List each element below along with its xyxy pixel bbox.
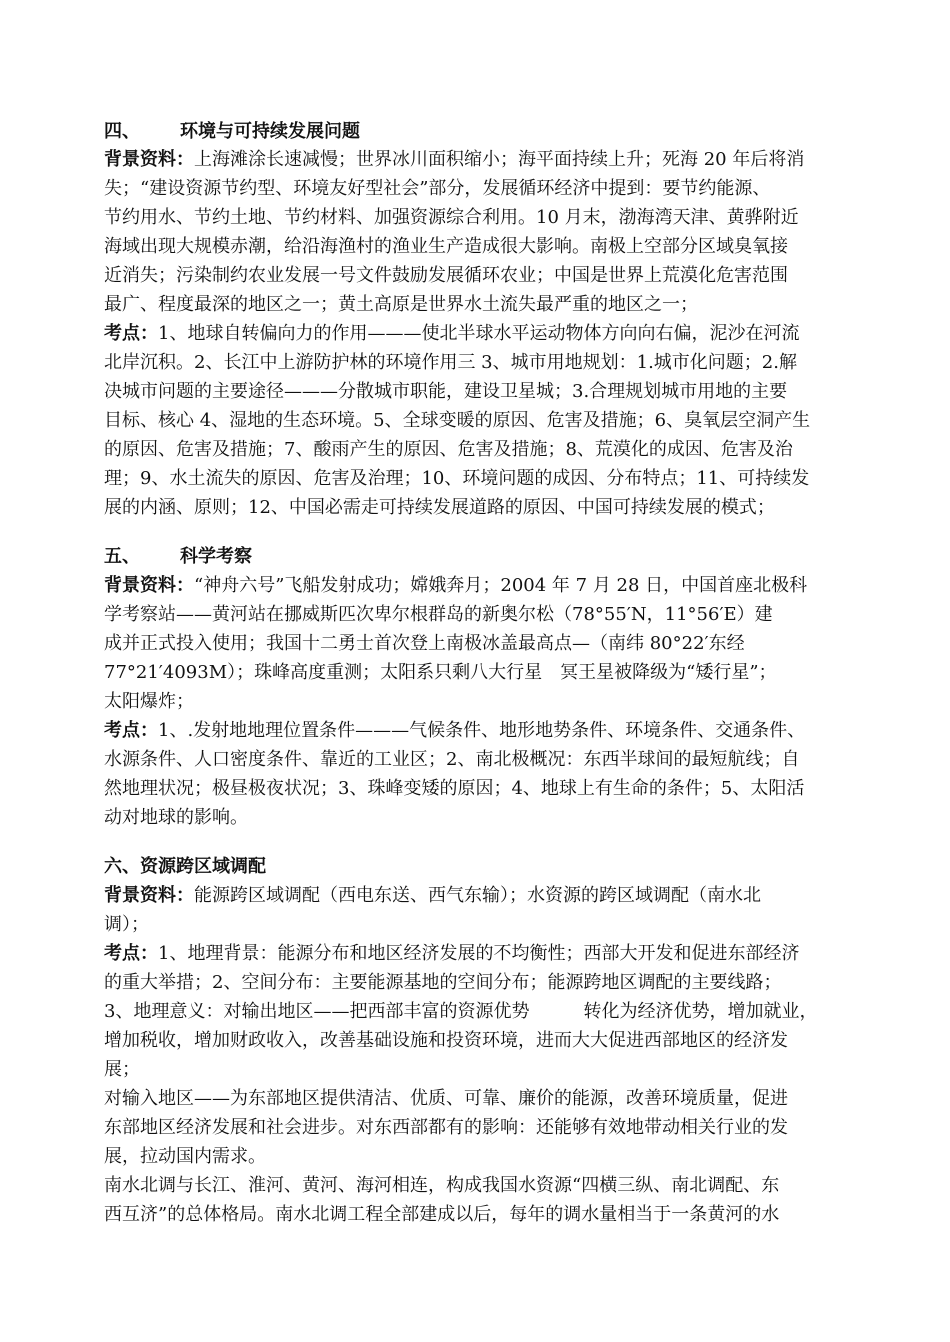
- section-6-body-line: 增加税收，增加财政收入，改善基础设施和投资环境，进而大大促进西部地区的经济发: [104, 1030, 788, 1051]
- section-4-points-line: 理；9、水土流失的原因、危害及治理；10、环境问题的成因、分布特点；11、可持续发: [104, 468, 810, 489]
- section-5-background-line: 太阳爆炸；: [104, 691, 194, 712]
- section-6-body-line: 对输入地区——为东部地区提供清洁、优质、可靠、廉价的能源，改善环境质量，促进: [104, 1088, 788, 1109]
- section-4-points-line: 的原因、危害及措施；7、酸雨产生的原因、危害及措施；8、荒漠化的成因、危害及治: [104, 439, 793, 460]
- section-5-heading: 五、 科学考察: [104, 546, 252, 567]
- section-4-points-line: 决城市问题的主要途径———分散城市职能，建设卫星城；3.合理规划城市用地的主要: [104, 381, 788, 402]
- section-4-background-line: 失；“建设资源节约型、环境友好型社会”部分，发展循环经济中提到：要节约能源、: [104, 178, 771, 199]
- section-5-background-line: 背景资料：“神舟六号”飞船发射成功；嫦娥奔月；2004 年 7 月 28 日，中国首座北极科: [104, 575, 808, 596]
- section-4-points-line: 考点：1、地球自转偏向力的作用———使北半球水平运动物体方向向右偏，泥沙在河流: [104, 323, 800, 344]
- section-4-points-line: 北岸沉积。2、长江中上游防护林的环境作用三 3、城市用地规划：1.城市化问题；2.解: [104, 352, 797, 373]
- section-5-points-line: 水源条件、人口密度条件、靠近的工业区；2、南北极概况：东西半球间的最短航线；自: [104, 749, 800, 770]
- section-4-background-line: 近消失；污染制约农业发展一号文件鼓励发展循环农业；中国是世界上荒漠化危害范围: [104, 265, 788, 286]
- section-6-body-line: 南水北调与长江、淮河、黄河、海河相连，构成我国水资源“四横三纵、南北调配、东: [104, 1175, 780, 1196]
- section-6-heading: 六、资源跨区域调配: [104, 856, 266, 877]
- section-6-body-line: 西互济”的总体格局。南水北调工程全部建成以后，每年的调水量相当于一条黄河的水: [104, 1204, 780, 1225]
- section-4-heading: 四、 环境与可持续发展问题: [104, 121, 360, 142]
- section-4-background-line: 背景资料：上海滩涂长速减慢；世界冰川面积缩小；海平面持续上升；死海 20 年后将消: [104, 149, 805, 170]
- section-6-points-line: 考点：1、地理背景：能源分布和地区经济发展的不均衡性；西部大开发和促进东部经济: [104, 943, 800, 964]
- section-4-points-line: 目标、核心 4、湿地的生态环境。5、全球变暖的原因、危害及措施；6、臭氧层空洞产生: [104, 410, 811, 431]
- section-5-background-line: 成并正式投入使用；我国十二勇士首次登上南极冰盖最高点—（南纬 80°22′东经: [104, 633, 745, 654]
- section-6-body-line: 展；: [104, 1059, 140, 1080]
- section-6-body-line: 展，拉动国内需求。: [104, 1146, 266, 1167]
- section-6-background-line: 背景资料：能源跨区域调配（西电东送、西气东输）；水资源的跨区域调配（南水北: [104, 885, 761, 906]
- section-6-body-line: 3、地理意义：对输出地区——把西部丰富的资源优势 转化为经济优势，增加就业，: [104, 1001, 818, 1022]
- section-6-points-line: 的重大举措；2、空间分布：主要能源基地的空间分布；能源跨地区调配的主要线路；: [104, 972, 782, 993]
- section-4-points-line: 展的内涵、原则；12、中国必需走可持续发展道路的原因、中国可持续发展的模式；: [104, 497, 775, 518]
- section-5-background-line: 学考察站——黄河站在挪威斯匹次卑尔根群岛的新奥尔松（78°55′N，11°56′E）建: [104, 604, 773, 625]
- section-6-background-line: 调）；: [104, 914, 149, 935]
- section-5-points-line: 动对地球的影响。: [104, 807, 248, 828]
- section-4-background-line: 海域出现大规模赤潮，给沿海渔村的渔业生产造成很大影响。南极上空部分区域臭氧接: [104, 236, 788, 257]
- section-5-points-line: 然地理状况；极昼极夜状况；3、珠峰变矮的原因；4、地球上有生命的条件；5、太阳活: [104, 778, 805, 799]
- section-4-background-line: 最广、程度最深的地区之一；黄土高原是世界水土流失最严重的地区之一；: [104, 294, 698, 315]
- section-6-body-line: 东部地区经济发展和社会进步。对东西部都有的影响：还能够有效地带动相关行业的发: [104, 1117, 788, 1138]
- section-4-background-line: 节约用水、节约土地、节约材料、加强资源综合利用。10 月末，渤海湾天津、黄骅附近: [104, 207, 799, 228]
- section-5-background-line: 77°21′4093M）；珠峰高度重测；太阳系只剩八大行星 冥王星被降级为“矮行星”；: [104, 662, 777, 683]
- section-5-points-line: 考点：1、.发射地地理位置条件———气候条件、地形地势条件、环境条件、交通条件、: [104, 720, 806, 741]
